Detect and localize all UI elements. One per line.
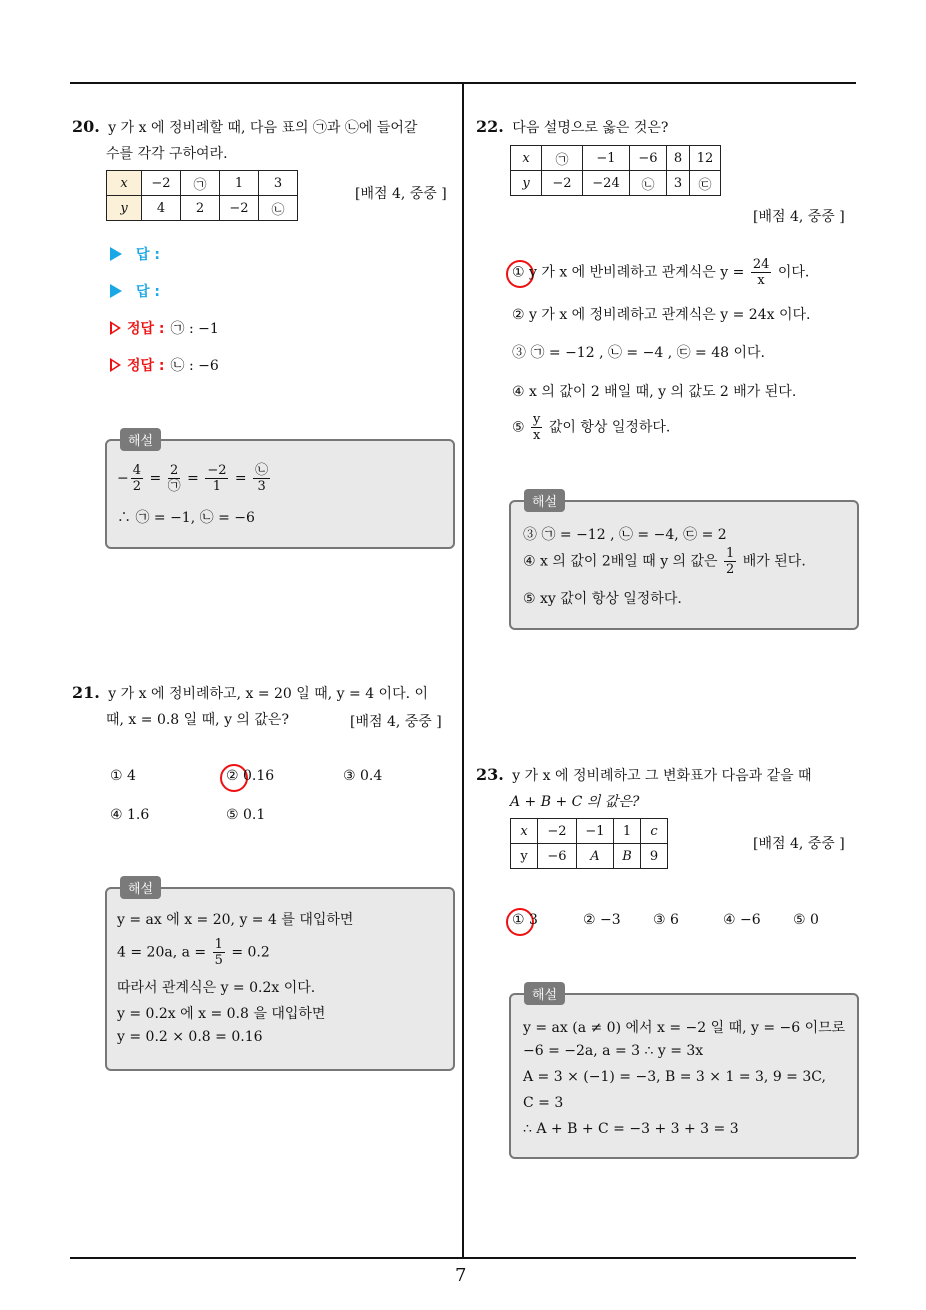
table-cell: B [614, 844, 641, 869]
fraction: $\frac{1}{5}$ [214, 937, 223, 968]
question-22 [476, 114, 856, 141]
question-text: 수를 각각 구하여라. [106, 146, 228, 162]
table-cell: ㉢ [690, 171, 721, 196]
choice-5[interactable]: ⑤ $\frac{y}{x}$ 값이 항상 일정하다. [512, 412, 671, 443]
explanation-tag: 해설 [524, 489, 565, 512]
explanation-line: 4 = 20a, a = $\frac{1}{5}$ = 0.2 [117, 937, 270, 968]
choice-3[interactable]: ③ ㉠ = −12 , ㉡ = −4 , ㉢ = 48 이다. [512, 345, 765, 361]
table-cell: y [511, 171, 542, 196]
explanation-line: − $\frac{4}{2}$ = $\frac{2}{㉠}$ = $\frac{-2}{1}$ = $\frac{㉡}{3}$ [117, 463, 269, 494]
question-text: 다음 설명으로 옳은 것은? [512, 120, 669, 136]
explanation-line: y = 0.2 × 0.8 = 0.16 [117, 1029, 263, 1045]
answer-row [110, 281, 160, 301]
table-cell: c [641, 819, 668, 844]
explanation-line: ⑤ xy 값이 항상 일정하다. [523, 591, 682, 607]
table-cell: ㉡ [630, 171, 667, 196]
fraction: $\frac{y}{x}$ [533, 412, 541, 443]
question-number: 20. [72, 117, 100, 136]
choice-3[interactable]: ③ 0.4 [343, 768, 383, 784]
fraction: $\frac{24}{x}$ [752, 257, 770, 288]
question-number: 23. [476, 765, 504, 784]
explanation-tag: 해설 [120, 876, 161, 899]
choice-2[interactable]: ② −3 [583, 912, 621, 928]
table-cell: 8 [667, 146, 690, 171]
correct-value: ㉠ : −1 [170, 321, 219, 337]
table-cell: 9 [641, 844, 668, 869]
question-text: y 가 x 에 정비례하고, x = 20 일 때, y = 4 이다. 이 [108, 686, 429, 702]
correct-label: 정답 : [127, 321, 165, 337]
table-cell: −6 [630, 146, 667, 171]
explanation-line: −6 = −2a, a = 3 ∴ y = 3x [523, 1043, 704, 1059]
table-cell: x [511, 819, 538, 844]
value-table [106, 170, 298, 221]
question-text: A + B + C 의 값은? [510, 794, 640, 810]
correct-answer-row [110, 355, 219, 375]
correct-label: 정답 : [127, 358, 165, 374]
choice-5[interactable]: ⑤ 0 [793, 912, 819, 928]
page-number: 7 [455, 1265, 467, 1286]
table-cell: −2 [142, 171, 181, 196]
choice-1[interactable]: ① 4 [110, 768, 136, 784]
points-label: [배점 4, 중중 ] [355, 186, 447, 202]
column-divider [462, 83, 464, 1259]
choice-3[interactable]: ③ 6 [653, 912, 679, 928]
question-text: y 가 x 에 정비례할 때, 다음 표의 ㉠과 ㉡에 들어갈 [108, 120, 418, 136]
table-cell: x [107, 171, 142, 196]
question-number: 22. [476, 117, 504, 136]
table-cell: −2 [538, 819, 577, 844]
explanation-box [509, 993, 859, 1159]
table-cell: −2 [220, 196, 259, 221]
question-23 [476, 762, 861, 815]
table-cell: y [107, 196, 142, 221]
choice-1[interactable]: ① 3 [512, 912, 538, 928]
fraction: $\frac{1}{2}$ [726, 546, 735, 577]
hollow-arrow-icon [110, 321, 121, 335]
table-cell: −6 [538, 844, 577, 869]
table-cell: 1 [220, 171, 259, 196]
choice-4[interactable]: ④ −6 [723, 912, 761, 928]
question-20 [72, 114, 457, 167]
explanation-line: A = 3 × (−1) = −3, B = 3 × 1 = 3, 9 = 3C, [523, 1069, 826, 1085]
fraction: $\frac{-2}{1}$ [207, 463, 227, 494]
answer-label: 답 : [136, 247, 160, 263]
table-cell: −1 [577, 819, 614, 844]
value-table [510, 818, 668, 869]
correct-answer-row [110, 318, 219, 338]
table-cell: 2 [181, 196, 220, 221]
table-cell: x [511, 146, 542, 171]
explanation-tag: 해설 [120, 428, 161, 451]
explanation-line: 따라서 관계식은 y = 0.2x 이다. [117, 980, 316, 996]
table-cell: −2 [542, 171, 583, 196]
table-cell: −1 [583, 146, 630, 171]
explanation-line: ∴ A + B + C = −3 + 3 + 3 = 3 [523, 1121, 739, 1137]
choice-2[interactable]: ② y 가 x 에 정비례하고 관계식은 y = 24x 이다. [512, 307, 811, 323]
table-cell: A [577, 844, 614, 869]
table-cell: y [511, 844, 538, 869]
choice-5[interactable]: ⑤ 0.1 [226, 807, 266, 823]
table-cell: 12 [690, 146, 721, 171]
explanation-tag: 해설 [524, 982, 565, 1005]
choice-4[interactable]: ④ x 의 값이 2 배일 때, y 의 값도 2 배가 된다. [512, 384, 797, 400]
explanation-line: y = 0.2x 에 x = 0.8 을 대입하면 [117, 1006, 326, 1022]
explanation-box [509, 500, 859, 630]
explanation-line: C = 3 [523, 1095, 564, 1111]
explanation-box [105, 439, 455, 549]
points-label: [배점 4, 중중 ] [753, 209, 845, 225]
table-cell: ㉠ [181, 171, 220, 196]
choice-1[interactable]: ① y 가 x 에 반비례하고 관계식은 y = $\frac{24}{x}$ 이다. [512, 257, 810, 288]
table-cell: 3 [667, 171, 690, 196]
fraction: $\frac{2}{㉠}$ [167, 463, 181, 494]
hollow-arrow-icon [110, 358, 121, 372]
explanation-line: y = ax (a ≠ 0) 에서 x = −2 일 때, y = −6 이므로 [523, 1020, 846, 1036]
answer-label: 답 : [136, 284, 160, 300]
fraction: $\frac{4}{2}$ [132, 463, 142, 494]
choice-4[interactable]: ④ 1.6 [110, 807, 150, 823]
table-cell: 3 [259, 171, 298, 196]
arrow-icon [110, 284, 122, 298]
table-cell: −24 [583, 171, 630, 196]
correct-value: ㉡ : −6 [170, 358, 219, 374]
arrow-icon [110, 247, 122, 261]
question-text: 때, x = 0.8 일 때, y 의 값은? [106, 712, 289, 728]
table-cell: 1 [614, 819, 641, 844]
explanation-line: ④ x 의 값이 2배일 때 y 의 값은 $\frac{1}{2}$ 배가 된다. [523, 546, 806, 577]
table-cell: 4 [142, 196, 181, 221]
points-label: [배점 4, 중중 ] [753, 836, 845, 852]
answer-row [110, 244, 160, 264]
explanation-box [105, 887, 455, 1071]
table-cell: ㉠ [542, 146, 583, 171]
choice-2[interactable]: ② 0.16 [226, 768, 275, 784]
question-number: 21. [72, 683, 100, 702]
value-table [510, 145, 721, 196]
points-label: [배점 4, 중중 ] [350, 714, 442, 730]
explanation-line: ③ ㉠ = −12 , ㉡ = −4, ㉢ = 2 [523, 527, 727, 543]
question-text: y 가 x 에 정비례하고 그 변화표가 다음과 같을 때 [512, 768, 812, 784]
explanation-line: ∴ ㉠ = −1, ㉡ = −6 [117, 510, 255, 526]
bottom-rule [70, 1257, 856, 1259]
fraction: $\frac{㉡}{3}$ [255, 463, 269, 494]
explanation-line: y = ax 에 x = 20, y = 4 를 대입하면 [117, 912, 354, 928]
table-cell: ㉡ [259, 196, 298, 221]
